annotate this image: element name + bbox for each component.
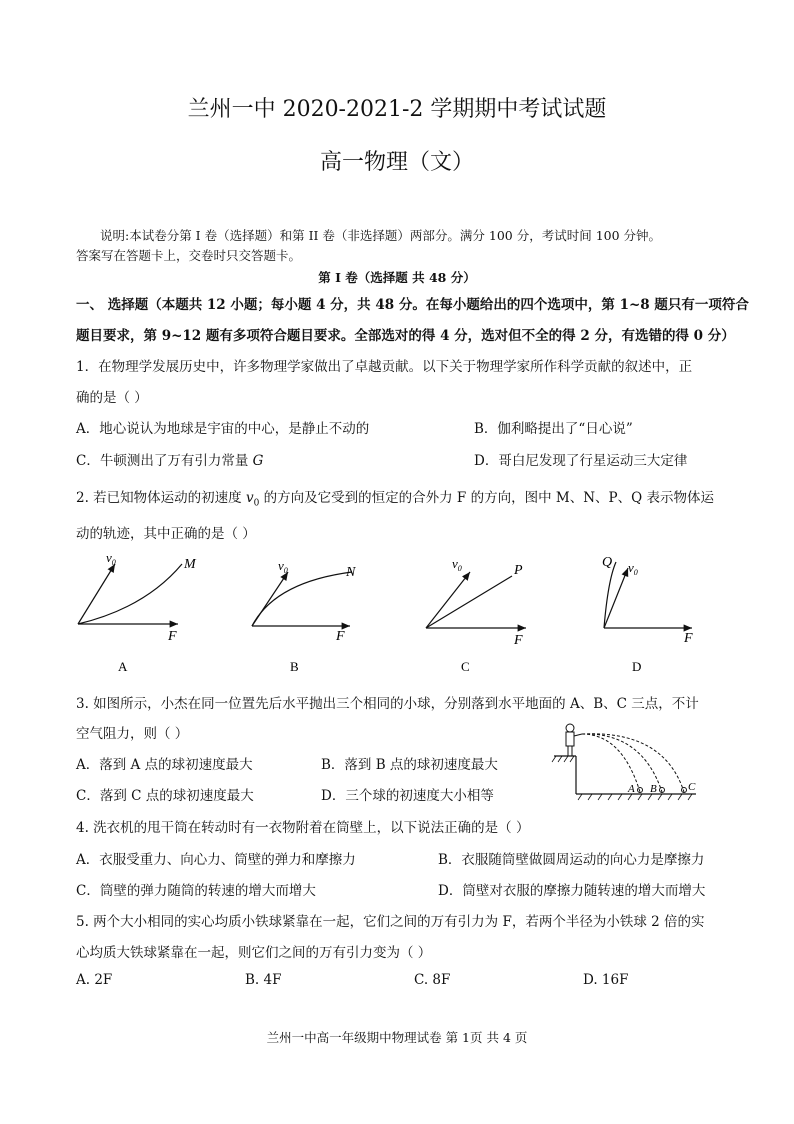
point-a-label: A: [628, 783, 635, 795]
force-label: F: [514, 633, 523, 648]
exam-title: 兰州一中 2020-2021-2 学期期中考试试题: [187, 97, 607, 122]
force-label: F: [336, 629, 345, 644]
curve-label-n: N: [346, 565, 356, 580]
point-c-label: C: [688, 781, 696, 793]
diagram-d: [602, 555, 693, 674]
q3-option-d: D．三个球的初速度大小相等: [321, 788, 494, 804]
diagram-c: [426, 556, 526, 674]
q1-option-c: C．牛顿测出了万有引力常量 G: [76, 453, 264, 469]
diagram-label-a: A: [118, 659, 128, 674]
force-label: F: [168, 629, 177, 644]
diagram-b: [252, 558, 356, 674]
q5-option-d: D. 16F: [583, 972, 629, 988]
curve-label-m: M: [184, 557, 196, 572]
section1-line-1: 一、 选择题（本题共 12 小题；每小题 4 分，共 48 分。在每小题给出的四个选项中，第 1~8 题只有一项符合: [76, 297, 749, 313]
page-footer: 兰州一中高一年级期中物理试卷 第 1页 共 4 页: [266, 1030, 528, 1045]
q5-option-b: B. 4F: [245, 972, 282, 988]
v0-label: $v_0$: [278, 558, 288, 575]
q4-option-a: A．衣服受重力、向心力、筒壁的弹力和摩擦力: [76, 852, 356, 868]
q3-option-a: A．落到 A 点的球初速度最大: [76, 757, 253, 773]
q2-stem-line-2: 动的轨迹，其中正确的是（ ）: [76, 526, 256, 542]
q3-option-c: C．落到 C 点的球初速度最大: [76, 788, 254, 804]
part1-title: 第 I 卷（选择题 共 48 分）: [318, 270, 476, 285]
q5-option-a: A. 2F: [76, 972, 113, 988]
exam-subtitle: 高一物理（文）: [319, 150, 474, 175]
q1-option-d: D．哥白尼发现了行星运动三大定律: [474, 453, 688, 469]
v0-label: $v_0$: [628, 560, 638, 577]
q1-option-a: A．地心说认为地球是宇宙的中心，是静止不动的: [76, 421, 370, 437]
q3-figure: [546, 718, 706, 804]
point-b-label: B: [650, 783, 657, 795]
q3-stem-line-1: 3. 如图所示，小杰在同一位置先后水平抛出三个相同的小球，分别落到水平地面的 A、B、C 三点，不计: [76, 696, 699, 712]
q1-stem-line-2: 确的是（ ）: [76, 390, 148, 406]
v0-label: $v_0$: [106, 550, 116, 567]
q5-stem-line-1: 5. 两个大小相同的实心均质小铁球紧靠在一起，它们之间的万有引力为 F，若两个半径为小铁球 2 倍的实: [76, 914, 705, 930]
diagram-label-c: C: [461, 659, 470, 674]
q2-diagrams: [60, 550, 740, 680]
q4-option-d: D．筒壁对衣服的摩擦力随转速的增大而增大: [438, 883, 706, 899]
diagram-a: [78, 550, 197, 674]
section1-line-2: 题目要求，第 9~12 题有多项符合题目要求。全部选对的得 4 分，选对但不全的得 2 分，有选错的得 0 分）: [76, 328, 735, 344]
diagram-label-d: D: [632, 659, 642, 674]
instructions-line-1: 说明:本试卷分第 I 卷（选择题）和第 II 卷（非选择题）两部分。满分 100 分，考试时间 100 分钟。: [100, 228, 662, 243]
q3-stem-line-2: 空气阻力，则（ ）: [76, 726, 189, 742]
q3-option-b: B．落到 B 点的球初速度最大: [321, 757, 498, 773]
q4-stem: 4. 洗衣机的甩干筒在转动时有一衣物附着在筒壁上，以下说法正确的是（ ）: [76, 820, 530, 836]
q5-stem-line-2: 心均质大铁球紧靠在一起，则它们之间的万有引力变为（ ）: [76, 945, 432, 961]
curve-label-q: Q: [602, 555, 613, 570]
instructions-line-2: 答案写在答题卡上，交卷时只交答题卡。: [76, 248, 302, 263]
v0-label: $v_0$: [452, 556, 462, 573]
curve-label-p: P: [514, 563, 523, 578]
q1-stem-line-1: 1．在物理学发展历史中，许多物理学家做出了卓越贡献。以下关于物理学家所作科学贡献的叙述中，正: [76, 359, 693, 375]
q2-stem-line-1: 2. 若已知物体运动的初速度 $v_0$ 的方向及它受到的恒定的合外力 F 的方向，图中 M、N、P、Q 表示物体运: [76, 490, 714, 509]
q5-option-c: C. 8F: [414, 972, 451, 988]
force-label: F: [684, 631, 693, 646]
q4-option-b: B．衣服随筒壁做圆周运动的向心力是摩擦力: [438, 852, 705, 868]
q1-option-b: B．伽利略提出了“日心说”: [474, 421, 633, 437]
q4-option-c: C．筒壁的弹力随筒的转速的增大而增大: [76, 883, 316, 899]
diagram-label-b: B: [290, 659, 299, 674]
